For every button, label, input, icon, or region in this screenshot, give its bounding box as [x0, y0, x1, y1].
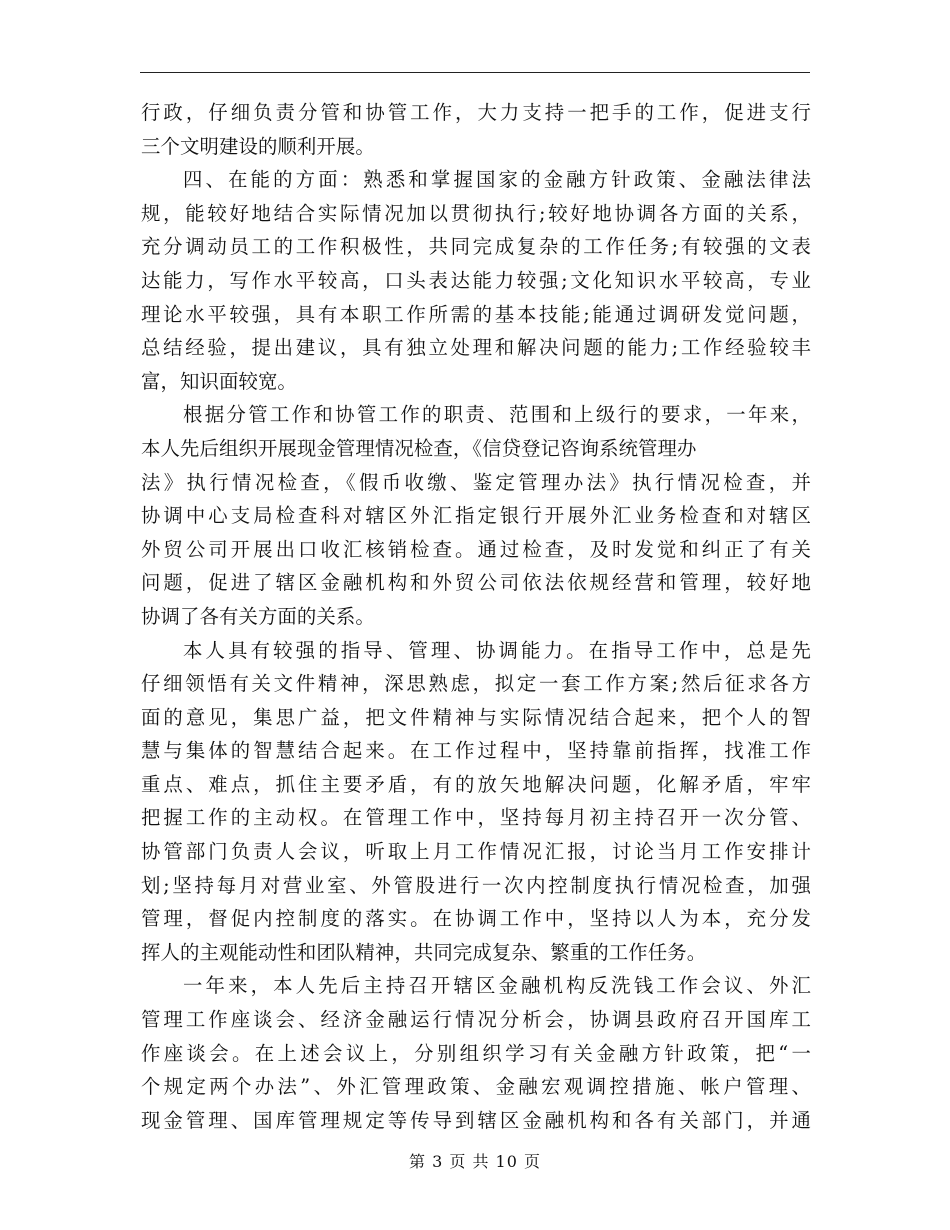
text-line: 法》执行情况检查，《假币收缴、鉴定管理办法》执行情况检查，并 — [141, 470, 811, 494]
text-line: 理论水平较强，具有本职工作所需的基本技能;能通过调研发觉问题， — [141, 302, 811, 326]
text-line: 四、在能的方面：熟悉和掌握国家的金融方针政策、金融法律法 — [183, 168, 811, 192]
text-line: 面的意见，集思广益，把文件精神与实际情况结合起来，把个人的智 — [141, 705, 811, 729]
paragraph-4 — [141, 634, 811, 970]
text-line: 管理工作座谈会、经济金融运行情况分析会，协调县政府召开国库工 — [141, 1008, 811, 1032]
text-line: 规，能较好地结合实际情况加以贯彻执行;较好地协调各方面的关系， — [141, 201, 811, 225]
paragraph-1 — [141, 96, 811, 163]
text-line: 总结经验，提出建议，具有独立处理和解决问题的能力;工作经验较丰 — [141, 336, 811, 360]
page-number-footer: 第 3 页 共 10 页 — [409, 1152, 541, 1171]
text-line: 作座谈会。在上述会议上，分别组织学习有关金融方针政策，把“一 — [141, 1041, 811, 1065]
text-line: 挥人的主观能动性和团队精神，共同完成复杂、繁重的工作任务。 — [141, 940, 707, 964]
text-line: 协调了各有关方面的关系。 — [141, 604, 375, 628]
text-line: 协调中心支局检查科对辖区外汇指定银行开展外汇业务检查和对辖区 — [141, 504, 811, 528]
text-line: 根据分管工作和协管工作的职责、范围和上级行的要求，一年来， — [183, 403, 811, 427]
text-line: 划;坚持每月对营业室、外管股进行一次内控制度执行情况检查，加强 — [141, 873, 811, 897]
text-line: 外贸公司开展出口收汇核销检查。通过检查，及时发觉和纠正了有关 — [141, 537, 811, 561]
text-line: 达能力，写作水平较高，口头表达能力较强;文化知识水平较高，专业 — [141, 268, 811, 292]
text-line: 重点、难点，抓住主要矛盾，有的放矢地解决问题，化解矛盾，牢牢 — [141, 772, 811, 796]
text-line: 现金管理、国库管理规定等传导到辖区金融机构和各有关部门，并通 — [141, 1108, 811, 1132]
text-line: 问题，促进了辖区金融机构和外贸公司依法依规经营和管理，较好地 — [141, 571, 811, 595]
text-line: 管理，督促内控制度的落实。在协调工作中，坚持以人为本，充分发 — [141, 907, 811, 931]
text-line: 本人先后组织开展现金管理情况检查，《信贷登记咨询系统管理办 — [141, 436, 697, 460]
paragraph-5 — [141, 969, 811, 1137]
text-line: 充分调动员工的工作积极性，共同完成复杂的工作任务;有较强的文表 — [141, 235, 811, 259]
text-line: 一年来，本人先后主持召开辖区金融机构反洗钱工作会议、外汇 — [183, 974, 811, 998]
paragraph-3 — [141, 398, 811, 633]
text-line: 把握工作的主动权。在管理工作中，坚持每月初主持召开一次分管、 — [141, 806, 811, 830]
document-body — [141, 96, 811, 1137]
paragraph-2 — [141, 163, 811, 398]
header-rule — [140, 72, 810, 73]
text-line: 本人具有较强的指导、管理、协调能力。在指导工作中，总是先 — [183, 638, 811, 662]
text-line: 慧与集体的智慧结合起来。在工作过程中，坚持靠前指挥，找准工作 — [141, 739, 811, 763]
text-line: 个规定两个办法”、外汇管理政策、金融宏观调控措施、帐户管理、 — [141, 1075, 811, 1099]
text-line: 富，知识面较宽。 — [141, 369, 297, 393]
text-line: 协管部门负责人会议，听取上月工作情况汇报，讨论当月工作安排计 — [141, 840, 811, 864]
text-line: 仔细领悟有关文件精神，深思熟虑，拟定一套工作方案;然后征求各方 — [141, 672, 811, 696]
text-line: 三个文明建设的顺利开展。 — [141, 134, 375, 158]
text-line: 行政，仔细负责分管和协管工作，大力支持一把手的工作，促进支行 — [141, 101, 811, 124]
